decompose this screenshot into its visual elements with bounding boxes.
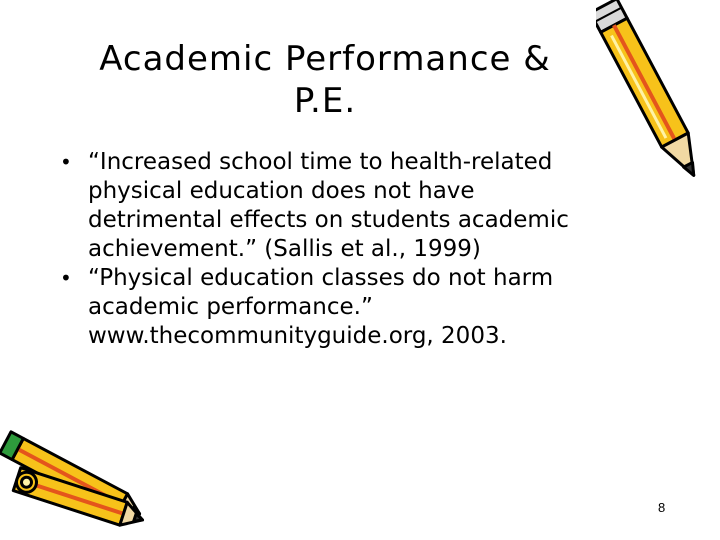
bullet-text-line: physical education does not have (88, 178, 475, 204)
bullet-text-line: achievement.” (Sallis et al., 1999) (88, 236, 481, 262)
slide-title-line: P.E. (293, 81, 357, 121)
bullet-mark: • (60, 266, 72, 290)
bullet-text-line: detrimental effects on students academic (88, 207, 569, 233)
bullet-text-line: “Increased school time to health-related (88, 149, 553, 175)
bullet-list (60, 148, 660, 351)
bullet-mark: • (60, 150, 72, 174)
slide-title (80, 38, 570, 122)
pencils-icon (0, 428, 150, 540)
page-number: 8 (658, 500, 666, 515)
bullet-text-line: academic performance.” (88, 294, 373, 320)
bullet-item (60, 148, 660, 264)
bullet-text (88, 148, 660, 264)
slide-title-line: Academic Performance & (99, 39, 551, 79)
bullet-text-line: “Physical education classes do not harm (88, 265, 554, 291)
bullet-text-line: www.thecommunityguide.org, 2003. (88, 323, 507, 349)
bullet-item (60, 264, 660, 351)
bullet-text (88, 264, 660, 351)
pencil-icon (596, 0, 706, 190)
